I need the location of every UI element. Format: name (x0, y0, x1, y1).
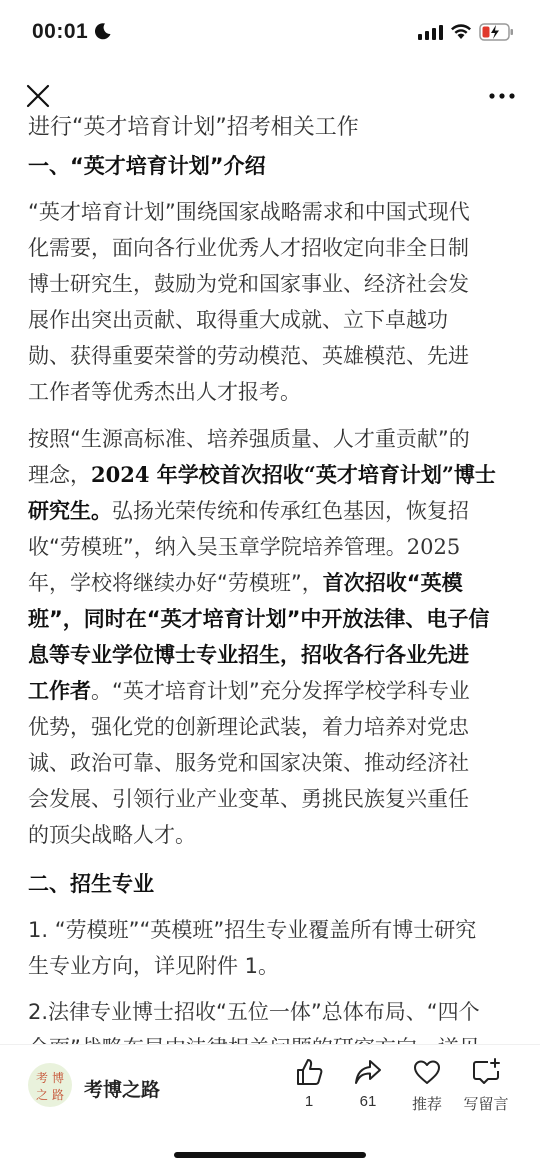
intro-paragraph (28, 194, 514, 410)
battery-charging-icon (479, 22, 515, 42)
text-run: 理念， (28, 463, 91, 487)
paragraph-line: 会发展、引领行业产业变革、勇挑民族复兴重任 (28, 787, 469, 811)
account-avatar[interactable] (28, 1063, 72, 1107)
year-text: 2025 (406, 535, 461, 559)
text-run: 年，学校将继续办好“劳模班”， (28, 571, 323, 595)
majors-paragraph-1 (28, 912, 514, 984)
status-time: 00:01 (32, 20, 89, 43)
bold-text-run: 研究生。 (28, 499, 112, 523)
avatar-char: 路 (52, 1088, 65, 1102)
like-count: 1 (304, 1093, 314, 1110)
comment-label: 写留言 (463, 1096, 509, 1113)
home-indicator[interactable] (174, 1152, 366, 1158)
paragraph-line: 诚、政治可靠、服务党和国家决策、推动经济社 (28, 751, 469, 775)
close-icon[interactable] (26, 84, 50, 108)
paragraph-line (28, 601, 514, 637)
program-paragraph (28, 421, 514, 853)
thumbs-up-icon (294, 1057, 324, 1087)
bold-text-run: 息等专业学位博士专业招生，招收各行各业先进 (28, 643, 469, 667)
heart-icon (412, 1057, 442, 1087)
paragraph-line (28, 493, 514, 529)
bold-text-run: 2024 年学校首次招收“英才培育计划”博士 (91, 462, 496, 487)
text-run: 收“劳模班”，纳入吴玉章学院培养管理。 (28, 535, 407, 559)
bold-text-run: 首次招收“英模 (322, 571, 463, 595)
avatar-char: 博 (52, 1071, 65, 1085)
paragraph-line: 化需要，面向各行业优秀人才招收定向非全日制 (28, 236, 469, 260)
section-heading-majors: 二、招生专业 (28, 872, 154, 896)
text-run: 。“英才培育计划”充分发挥学校学科专业 (91, 679, 470, 703)
paragraph-line (28, 529, 514, 565)
avatar-char: 考 (36, 1071, 49, 1085)
paragraph-line: 生专业方向，详见附件 1。 (28, 954, 280, 978)
paragraph-line: 按照“生源高标准、培养强质量、人才重贡献”的 (28, 427, 470, 451)
paragraph-line: 1. “劳模班”“英模班”招生专业覆盖所有博士研究 (28, 918, 477, 942)
paragraph-line: 的顶尖战略人才。 (28, 823, 196, 847)
paragraph-line (28, 637, 514, 673)
more-options-icon[interactable] (488, 92, 516, 100)
text-run: 弘扬光荣传统和传承红色基因，恢复招 (112, 499, 469, 523)
share-arrow-icon (353, 1057, 383, 1087)
paragraph-line (28, 673, 514, 709)
paragraph-line (28, 565, 514, 601)
bold-text-run: 班”，同时在“英才培育计划”中开放法律、电子信 (28, 607, 490, 631)
paragraph-line: 优势，强化党的创新理论武装，着力培养对党忠 (28, 715, 469, 739)
paragraph-line: 勋、获得重要荣誉的劳动模范、英雄模范、先进 (28, 344, 469, 368)
cellular-signal-icon (418, 24, 444, 40)
paragraph-line: “英才培育计划”围绕国家战略需求和中国式现代 (28, 200, 470, 224)
paragraph-line (28, 457, 514, 493)
paragraph-line: 博士研究生，鼓励为党和国家事业、经济社会发 (28, 272, 469, 296)
clipped-text-line: 进行“英才培育计划”招考相关工作 (28, 115, 359, 140)
bold-text-run: 工作者 (28, 679, 91, 703)
article-body (0, 115, 540, 1044)
write-comment-button[interactable] (451, 1057, 521, 1114)
section-heading-intro: 一、“英才培育计划”介绍 (28, 154, 266, 178)
paragraph-line: 2.法律专业博士招收“五位一体”总体布局、“四个 (28, 1000, 480, 1024)
paragraph-line: 展作出突出贡献、取得重大成就、立下卓越功 (28, 308, 448, 332)
recommend-label: 推荐 (411, 1096, 442, 1113)
comment-add-icon (471, 1057, 501, 1087)
avatar-char: 之 (36, 1088, 49, 1102)
wifi-icon (450, 22, 472, 40)
account-name[interactable]: 考博之路 (84, 1079, 161, 1101)
moon-icon (94, 22, 112, 40)
share-count: 61 (359, 1093, 377, 1110)
paragraph-line: 工作者等优秀杰出人才报考。 (28, 380, 301, 404)
status-bar (0, 0, 540, 64)
